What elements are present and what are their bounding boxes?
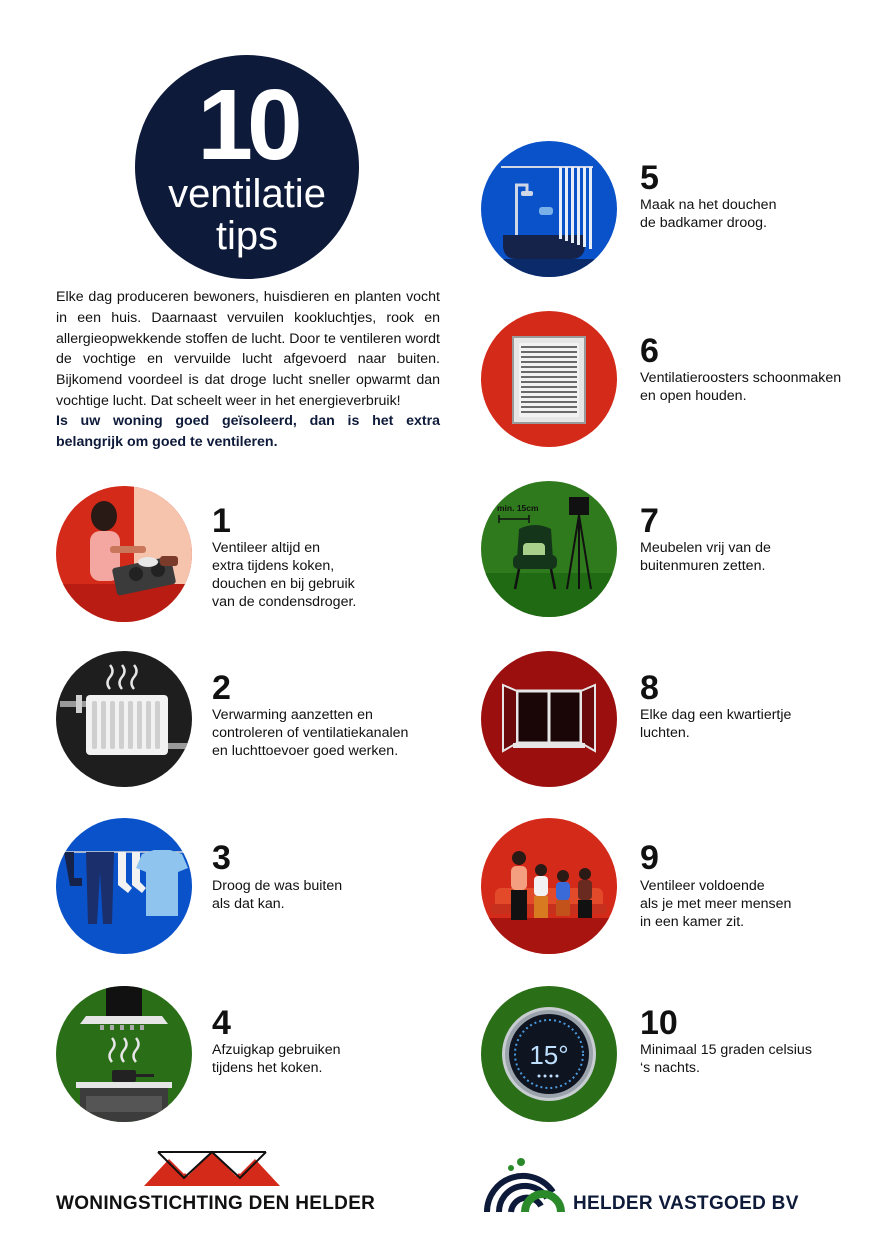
intro-highlight: Is uw woning goed geïsoleerd, dan is het extra belangrijk om goed te ventileren. — [56, 413, 440, 450]
open-window-icon — [481, 651, 617, 787]
ventilation-grille-icon — [481, 311, 617, 447]
tip-7-text: Meubelen vrij van de buitenmuren zetten. — [640, 540, 771, 574]
tip-8-illustration — [481, 651, 617, 787]
tip-3-illustration — [56, 818, 192, 954]
tip-10-number: 10 — [640, 1004, 678, 1042]
thermostat-display: 15° — [529, 1040, 569, 1070]
helder-vastgoed-name: HELDER VASTGOED BV — [573, 1193, 799, 1214]
tip-5-text: Maak na het douchen de badkamer droog. — [640, 197, 777, 231]
helder-vastgoed-logo-icon — [481, 1156, 565, 1214]
woningstichting-logo-icon — [144, 1148, 280, 1186]
tip-8-number: 8 — [640, 669, 659, 707]
radiator-icon — [56, 651, 192, 787]
tip-8-text: Elke dag een kwartiertje luchten. — [640, 707, 792, 741]
tip-6-illustration — [481, 311, 617, 447]
laundry-line-icon — [56, 818, 192, 954]
tip-1-illustration — [56, 486, 192, 622]
title-line-2: tips — [215, 214, 279, 258]
tip-6-text: Ventilatieroosters schoonmaken en open houden. — [640, 370, 842, 404]
tip-2-text: Verwarming aanzetten en controleren of ventilatiekanalen en luchttoevoer goed werken. — [212, 707, 409, 759]
armchair-lamp-icon — [481, 481, 617, 617]
woningstichting-name: WONINGSTICHTING DEN HELDER — [56, 1193, 376, 1214]
tip-7-illustration — [481, 481, 617, 617]
tip-1-text: Ventileer altijd en extra tijdens koken, douchen en bij gebruik van de condensdroger. — [212, 540, 357, 610]
tip-1-number: 1 — [212, 502, 231, 540]
tip-4-text: Afzuigkap gebruiken tijdens het koken. — [212, 1042, 341, 1076]
cooker-hood-icon — [56, 986, 192, 1122]
tip-9-text: Ventileer voldoende als je met meer mensen in een kamer zit. — [640, 878, 792, 930]
people-sofa-icon — [481, 818, 617, 954]
tip-4-illustration — [56, 986, 192, 1122]
tip-10-illustration — [481, 986, 617, 1122]
tip-10-text: Minimaal 15 graden celsius ‘s nachts. — [640, 1042, 812, 1076]
title-number: 10 — [197, 69, 297, 181]
tip-5-illustration — [481, 141, 617, 277]
tip-2-illustration — [56, 651, 192, 787]
tip-3-number: 3 — [212, 839, 231, 877]
cooking-man-icon — [56, 486, 192, 622]
bathtub-shower-icon — [481, 141, 617, 277]
tip-5-number: 5 — [640, 159, 659, 197]
min-distance-label: min. 15cm — [497, 503, 539, 513]
tip-6-number: 6 — [640, 332, 659, 370]
intro-paragraph: Elke dag produceren bewoners, huisdieren en planten vocht in een huis. Daarnaast vervuilen kookluchtjes, rook en allergieopwekkende stoffen de lucht. Door te ventileren wordt de vochtige en vervuilde lucht afgevoerd naar buiten. Bijkomend voordeel is dat droge lucht sneller opwarmt dan vochtige lucht. Dat scheelt weer in het energieverbruik! — [56, 289, 440, 409]
tip-9-illustration — [481, 818, 617, 954]
thermostat-icon — [481, 986, 617, 1122]
tip-2-number: 2 — [212, 669, 231, 707]
tip-9-number: 9 — [640, 839, 659, 877]
tip-7-number: 7 — [640, 502, 659, 540]
title-circle — [135, 55, 359, 279]
tip-3-text: Droog de was buiten als dat kan. — [212, 878, 343, 912]
title-line-1: ventilatie — [168, 172, 326, 216]
tip-4-number: 4 — [212, 1004, 231, 1042]
